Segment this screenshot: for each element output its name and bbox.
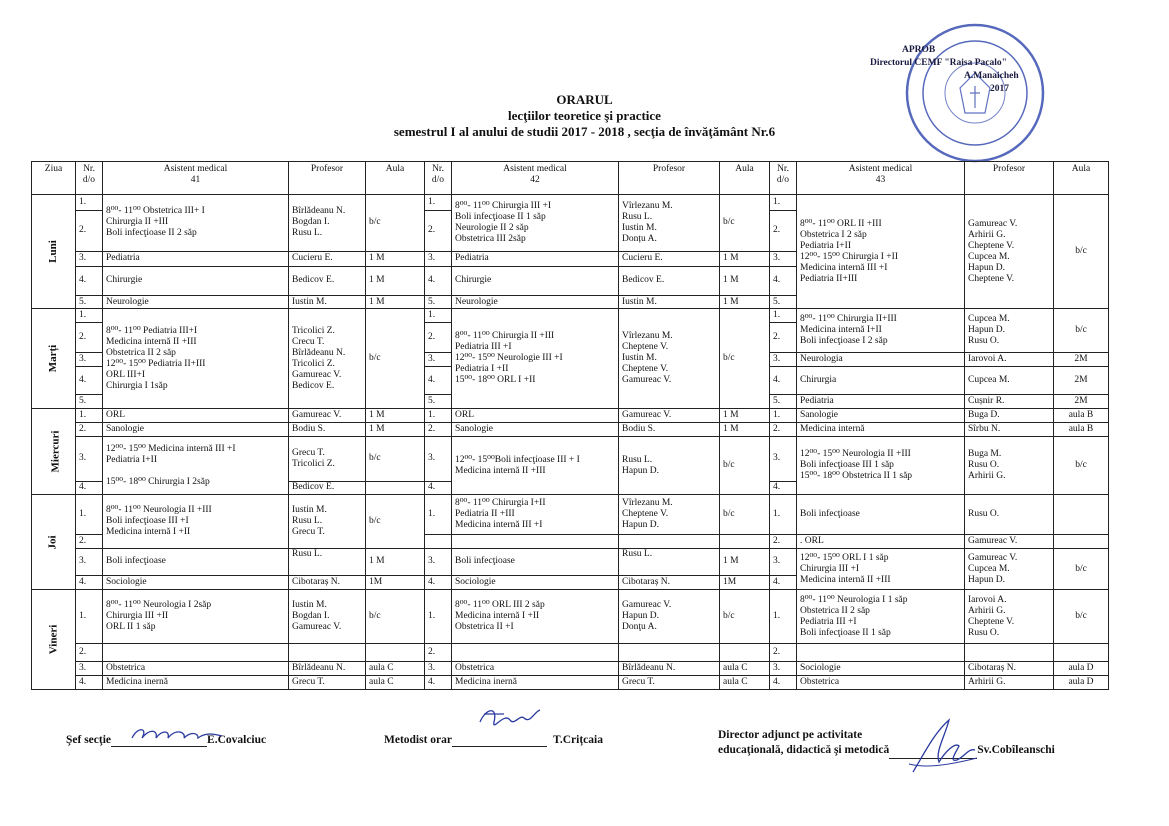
room-cell: 1 M bbox=[720, 266, 770, 295]
lesson-cell: 8⁰⁰- 11⁰⁰ Chirurgia II+III Medicina internă I+II Boli infecţioase I 2 săp bbox=[797, 309, 965, 353]
table-row bbox=[32, 662, 1109, 676]
lesson-cell: Obstetrica bbox=[797, 675, 965, 689]
teacher-cell: Gamureac V. Cupcea M. Hapun D. bbox=[965, 548, 1054, 590]
lesson-cell: 8⁰⁰- 11⁰⁰ ORL III 2 săp Medicina internă I +II Obstetrica II +I bbox=[452, 590, 619, 643]
row-number: 1. bbox=[770, 309, 797, 323]
table-row bbox=[32, 643, 1109, 661]
lesson-cell bbox=[797, 643, 965, 661]
teacher-cell: Iustin M. Rusu L. Grecu T. bbox=[289, 495, 366, 548]
teacher-cell: Cibotaraș N. bbox=[289, 575, 366, 590]
lesson-cell: Sanologie bbox=[797, 408, 965, 422]
table-row bbox=[32, 548, 1109, 575]
lesson-cell: Boli infecţioase bbox=[452, 548, 619, 575]
teacher-cell: Bodiu S. bbox=[619, 422, 720, 436]
teacher-cell: Vîrlezanu M. Cheptene V. Iustin M. Cheptene V. Gamureac V. bbox=[619, 309, 720, 408]
teacher-cell: Iustin M. bbox=[289, 295, 366, 309]
room-cell: 2M bbox=[1054, 353, 1109, 367]
row-number: 2. bbox=[770, 422, 797, 436]
row-number: 1. bbox=[425, 495, 452, 535]
teacher-cell: Vîrlezanu M. Rusu L. Iustin M. Donțu A. bbox=[619, 195, 720, 252]
room-cell: b/c bbox=[366, 309, 425, 408]
sef-name: E.Covalciuc bbox=[207, 734, 267, 746]
col-nr: Nr. d/o bbox=[425, 162, 452, 195]
table-row bbox=[32, 436, 1109, 481]
room-cell: 1 M bbox=[366, 295, 425, 309]
row-number: 2. bbox=[425, 323, 452, 353]
row-number: 2. bbox=[425, 643, 452, 661]
lesson-cell: 8⁰⁰- 11⁰⁰ Neurologia I 1 săp Obstetrica II 2 săp Pediatria III +I Boli infecţioase II 1 săp bbox=[797, 590, 965, 643]
row-number: 1. bbox=[770, 195, 797, 211]
row-number: 2. bbox=[76, 211, 103, 252]
teacher-cell: Cușnir R. bbox=[965, 394, 1054, 408]
room-cell bbox=[720, 643, 770, 661]
lesson-cell: Chirurgia bbox=[797, 367, 965, 395]
lesson-cell: Sociologie bbox=[452, 575, 619, 590]
room-cell: b/c bbox=[366, 590, 425, 643]
lesson-cell: 8⁰⁰- 11⁰⁰ Chirurgia III +I Boli infecţioase II 1 săp Neurologie II 2 săp Obstetrica III 2săp bbox=[452, 195, 619, 252]
row-number: 4. bbox=[76, 367, 103, 395]
row-number: 2. bbox=[76, 534, 103, 548]
room-cell: b/c bbox=[1054, 309, 1109, 353]
day-cell-joi: Joi bbox=[32, 495, 76, 590]
lesson-cell: 8⁰⁰- 11⁰⁰ Chirurgia I+II Pediatria II +III Medicina internă III +I bbox=[452, 495, 619, 535]
lesson-cell: Medicina internă bbox=[797, 422, 965, 436]
col-nr: Nr. d/o bbox=[76, 162, 103, 195]
room-cell: 1 M bbox=[366, 266, 425, 295]
teacher-cell bbox=[965, 643, 1054, 661]
row-number: 1. bbox=[425, 408, 452, 422]
row-number: 4. bbox=[76, 266, 103, 295]
teacher-cell: Iarovoi A. bbox=[965, 353, 1054, 367]
doc-subtitle: lecţiilor teoretice şi practice bbox=[508, 108, 661, 123]
handwritten-signature bbox=[474, 702, 544, 742]
room-cell: b/c bbox=[720, 195, 770, 252]
room-cell bbox=[1054, 495, 1109, 535]
teacher-cell: Bîrlădeanu N. Bogdan I. Rusu L. bbox=[289, 195, 366, 252]
day-cell-miercuri: Miercuri bbox=[32, 408, 76, 495]
teacher-cell: Grecu T. bbox=[289, 675, 366, 689]
table-row bbox=[32, 195, 1109, 211]
row-number: 1. bbox=[770, 590, 797, 643]
row-number: 1. bbox=[76, 408, 103, 422]
table-row bbox=[32, 675, 1109, 689]
row-number: 2. bbox=[425, 211, 452, 252]
lesson-cell: Medicina inernă bbox=[452, 675, 619, 689]
lesson-cell: Sanologie bbox=[452, 422, 619, 436]
room-cell: aula C bbox=[366, 662, 425, 676]
approval-title: APROB bbox=[902, 45, 936, 55]
room-cell bbox=[1054, 534, 1109, 548]
teacher-cell bbox=[289, 643, 366, 661]
row-number: 3. bbox=[76, 662, 103, 676]
room-cell: b/c bbox=[366, 436, 425, 481]
room-cell: aula D bbox=[1054, 675, 1109, 689]
row-number: 1. bbox=[76, 495, 103, 535]
lesson-cell: 12⁰⁰- 15⁰⁰Boli infecţioase III + I Medicina internă II +III bbox=[452, 436, 619, 495]
teacher-cell: Bedicov E. bbox=[619, 266, 720, 295]
lesson-cell: Neurologia bbox=[797, 353, 965, 367]
lesson-cell: Neurologie bbox=[452, 295, 619, 309]
lesson-cell: Obstetrica bbox=[103, 662, 289, 676]
teacher-cell: Grecu T. Tricolici Z. bbox=[289, 436, 366, 481]
metodist-label: Metodist orar bbox=[384, 734, 453, 746]
teacher-cell bbox=[619, 534, 720, 548]
teacher-cell: Gamureac V. Arhirii G. Cheptene V. Cupcea M. Hapun D. Cheptene V. bbox=[965, 195, 1054, 309]
table-row bbox=[32, 590, 1109, 643]
row-number: 3. bbox=[425, 548, 452, 575]
row-number: 3. bbox=[425, 353, 452, 367]
room-cell: 1 M bbox=[366, 548, 425, 575]
lesson-cell: Boli infecţioase bbox=[103, 548, 289, 575]
teacher-cell: Tricolici Z. Crecu T. Bîrlădeanu N. Tricolici Z. Gamureac V. Bedicov E. bbox=[289, 309, 366, 408]
lesson-cell: Pediatria bbox=[452, 251, 619, 266]
lesson-cell: 8⁰⁰- 11⁰⁰ ORL II +III Obstetrica I 2 săp Pediatria I+II 12⁰⁰- 15⁰⁰ Chirurgia I +II Medicina internă III +I Pediatria II+III bbox=[797, 195, 965, 309]
room-cell: aula C bbox=[720, 675, 770, 689]
teacher-cell: Buga M. Rusu O. Arhirii G. bbox=[965, 436, 1054, 495]
row-number: 2. bbox=[770, 643, 797, 661]
col-profesor: Profesor bbox=[619, 162, 720, 195]
row-number: 5. bbox=[425, 295, 452, 309]
teacher-cell: Sîrbu N. bbox=[965, 422, 1054, 436]
room-cell: 1 M bbox=[720, 548, 770, 575]
col-asistent-41: Asistent medical 41 bbox=[103, 162, 289, 195]
row-number: 4. bbox=[425, 367, 452, 395]
row-number: 5. bbox=[770, 394, 797, 408]
room-cell: b/c bbox=[1054, 195, 1109, 309]
room-cell: aula B bbox=[1054, 422, 1109, 436]
teacher-cell: Arhirii G. bbox=[965, 675, 1054, 689]
doc-semester-line: semestrul I al anului de studii 2017 - 2018 , secţia de învăţământ Nr.6 bbox=[393, 124, 776, 139]
table-row bbox=[32, 408, 1109, 422]
row-number: 2. bbox=[770, 211, 797, 252]
row-number: 2. bbox=[76, 323, 103, 353]
row-number: 1. bbox=[76, 590, 103, 643]
row-number: 4. bbox=[76, 575, 103, 590]
row-number: 3. bbox=[770, 662, 797, 676]
lesson-cell: Sociologie bbox=[797, 662, 965, 676]
col-asistent-42: Asistent medical 42 bbox=[452, 162, 619, 195]
room-cell: 2M bbox=[1054, 367, 1109, 395]
lesson-cell: Sociologie bbox=[103, 575, 289, 590]
row-number: 4. bbox=[76, 481, 103, 495]
room-cell: b/c bbox=[720, 495, 770, 535]
lesson-cell: 12⁰⁰- 15⁰⁰ Neurologia II +III Boli infecţioase III 1 săp 15⁰⁰- 18⁰⁰ Obstetrica II 1 săp bbox=[797, 436, 965, 495]
row-number: 4. bbox=[425, 481, 452, 495]
teacher-cell: Cupcea M. bbox=[965, 367, 1054, 395]
teacher-cell: Gamureac V. bbox=[289, 408, 366, 422]
col-asistent-43: Asistent medical 43 bbox=[797, 162, 965, 195]
room-cell: 1 M bbox=[366, 408, 425, 422]
row-number: 4. bbox=[770, 367, 797, 395]
row-number: 1. bbox=[770, 495, 797, 535]
row-number: 5. bbox=[425, 394, 452, 408]
col-aula: Aula bbox=[366, 162, 425, 195]
lesson-cell: Neurologie bbox=[103, 295, 289, 309]
teacher-cell: Gamureac V. Hapun D. Donţu A. bbox=[619, 590, 720, 643]
table-row bbox=[32, 422, 1109, 436]
col-profesor: Profesor bbox=[289, 162, 366, 195]
teacher-cell: Buga D. bbox=[965, 408, 1054, 422]
doc-title: ORARUL bbox=[556, 92, 613, 107]
day-cell-luni: Luni bbox=[32, 195, 76, 309]
room-cell: aula B bbox=[1054, 408, 1109, 422]
room-cell bbox=[366, 481, 425, 495]
row-number: 3. bbox=[770, 353, 797, 367]
row-number: 4. bbox=[770, 575, 797, 590]
teacher-cell: Rusu O. bbox=[965, 495, 1054, 535]
teacher-cell: Bodiu S. bbox=[289, 422, 366, 436]
teacher-cell: Cibotaraș N. bbox=[619, 575, 720, 590]
room-cell: 1M bbox=[720, 575, 770, 590]
sef-label: Şef secţie bbox=[66, 734, 112, 746]
teacher-cell: Gamureac V. bbox=[619, 408, 720, 422]
row-number bbox=[425, 534, 452, 548]
row-number: 5. bbox=[76, 295, 103, 309]
row-number: 3. bbox=[76, 436, 103, 481]
teacher-cell: Iustin M. Bogdan I. Gamureac V. bbox=[289, 590, 366, 643]
row-number: 4. bbox=[425, 266, 452, 295]
row-number: 4. bbox=[770, 481, 797, 495]
lesson-cell bbox=[103, 643, 289, 661]
teacher-cell bbox=[619, 643, 720, 661]
col-aula: Aula bbox=[1054, 162, 1109, 195]
row-number: 3. bbox=[76, 353, 103, 367]
approval-name: A.Manaicheh bbox=[964, 71, 1019, 81]
teacher-cell: Bedicov E. bbox=[289, 266, 366, 295]
row-number: 5. bbox=[770, 295, 797, 309]
lesson-cell: Medicina inernă bbox=[103, 675, 289, 689]
row-number: 2. bbox=[770, 323, 797, 353]
table-row bbox=[32, 309, 1109, 323]
room-cell: 1 M bbox=[720, 295, 770, 309]
row-number: 3. bbox=[425, 251, 452, 266]
col-profesor: Profesor bbox=[965, 162, 1054, 195]
row-number: 4. bbox=[425, 575, 452, 590]
lesson-cell: 8⁰⁰- 11⁰⁰ Neurologia II +III Boli infecţioase III +I Medicina internă I +II bbox=[103, 495, 289, 548]
row-number: 3. bbox=[425, 662, 452, 676]
room-cell: b/c bbox=[720, 590, 770, 643]
room-cell: 1 M bbox=[720, 422, 770, 436]
room-cell: 1 M bbox=[720, 408, 770, 422]
approval-director: Directorul CEMF "Raisa Pacalo" bbox=[870, 58, 1007, 68]
room-cell bbox=[1054, 643, 1109, 661]
lesson-cell: Obstetrica bbox=[452, 662, 619, 676]
teacher-cell: Iustin M. bbox=[619, 295, 720, 309]
room-cell: aula C bbox=[720, 662, 770, 676]
room-cell: 1 M bbox=[366, 422, 425, 436]
col-nr: Nr. d/o bbox=[770, 162, 797, 195]
row-number: 4. bbox=[770, 675, 797, 689]
handwritten-signature bbox=[128, 722, 228, 746]
teacher-cell: Cucieru E. bbox=[619, 251, 720, 266]
handwritten-signature bbox=[905, 712, 985, 782]
row-number: 1. bbox=[76, 309, 103, 323]
teacher-cell: Rusu L. bbox=[619, 548, 720, 575]
row-number: 3. bbox=[770, 251, 797, 266]
row-number: 3. bbox=[770, 548, 797, 575]
room-cell: 1 M bbox=[720, 251, 770, 266]
lesson-cell: Boli infecţioase bbox=[797, 495, 965, 535]
teacher-cell: Cibotaraș N. bbox=[965, 662, 1054, 676]
col-aula: Aula bbox=[720, 162, 770, 195]
lesson-cell: 12⁰⁰- 15⁰⁰ ORL I 1 săp Chirurgia III +I Medicina internă II +III bbox=[797, 548, 965, 590]
col-ziua: Ziua bbox=[32, 162, 76, 195]
lesson-cell bbox=[452, 534, 619, 548]
teacher-cell: Bîrlădeanu N. bbox=[289, 662, 366, 676]
lesson-cell: 8⁰⁰- 11⁰⁰ Obstetrica III+ I Chirurgia II +III Boli infecţioase II 2 săp bbox=[103, 195, 289, 252]
row-number: 3. bbox=[770, 436, 797, 481]
teacher-cell: Iarovoi A. Arhirii G. Cheptene V. Rusu O. bbox=[965, 590, 1054, 643]
row-number: 5. bbox=[76, 394, 103, 408]
teacher-cell: Rusu L. Hapun D. bbox=[619, 436, 720, 495]
room-cell: b/c bbox=[720, 309, 770, 408]
header-row bbox=[32, 162, 1109, 195]
room-cell: 1 M bbox=[366, 251, 425, 266]
room-cell: b/c bbox=[366, 195, 425, 252]
teacher-cell: Cupcea M. Hapun D. Rusu O. bbox=[965, 309, 1054, 353]
director-title-line2: educaţională, didactică şi metodică bbox=[718, 744, 890, 756]
row-number: 2. bbox=[76, 422, 103, 436]
teacher-cell: Bîrlădeanu N. bbox=[619, 662, 720, 676]
day-cell-marti: Marți bbox=[32, 309, 76, 408]
row-number: 1. bbox=[425, 309, 452, 323]
signature-director bbox=[718, 728, 1055, 759]
room-cell: b/c bbox=[1054, 436, 1109, 495]
approval-year: 2017 bbox=[990, 84, 1009, 94]
lesson-cell: Pediatria bbox=[103, 251, 289, 266]
lesson-cell bbox=[452, 643, 619, 661]
room-cell: b/c bbox=[720, 436, 770, 495]
row-number: 4. bbox=[76, 675, 103, 689]
day-cell-vineri: Vineri bbox=[32, 590, 76, 690]
room-cell: aula C bbox=[366, 675, 425, 689]
teacher-cell: Grecu T. bbox=[619, 675, 720, 689]
lesson-cell: Pediatria bbox=[797, 394, 965, 408]
row-number: 1. bbox=[425, 195, 452, 211]
teacher-cell: Vîrlezanu M. Cheptene V. Hapun D. bbox=[619, 495, 720, 535]
row-number: 2. bbox=[425, 422, 452, 436]
row-number: 2. bbox=[76, 643, 103, 661]
metodist-name: T.Crițcaia bbox=[553, 734, 603, 746]
room-cell: aula D bbox=[1054, 662, 1109, 676]
room-cell bbox=[366, 643, 425, 661]
lesson-cell: 8⁰⁰- 11⁰⁰ Neurologia I 2săp Chirurgia III +II ORL II 1 săp bbox=[103, 590, 289, 643]
lesson-cell: ORL bbox=[103, 408, 289, 422]
row-number: 1. bbox=[425, 590, 452, 643]
room-cell: b/c bbox=[1054, 548, 1109, 590]
lesson-cell: 8⁰⁰- 11⁰⁰ Chirurgia II +III Pediatria III +I 12⁰⁰- 15⁰⁰ Neurologie III +I Pediatria I +II 15⁰⁰- 18⁰⁰ ORL I +II bbox=[452, 309, 619, 408]
lesson-cell: 12⁰⁰- 15⁰⁰ Medicina internă III +I Pediatria I+II 15⁰⁰- 18⁰⁰ Chirurgia I 2săp bbox=[103, 436, 289, 495]
schedule-table bbox=[31, 161, 1109, 690]
room-cell: 1M bbox=[366, 575, 425, 590]
lesson-cell: Chirurgie bbox=[452, 266, 619, 295]
teacher-cell: Rusu L. bbox=[289, 548, 366, 575]
row-number: 2. bbox=[770, 534, 797, 548]
lesson-cell: 8⁰⁰- 11⁰⁰ Pediatria III+I Medicina internă II +III Obstetrica II 2 săp 12⁰⁰- 15⁰⁰ Pediatria II+III ORL III+I Chirurgia I 1săp bbox=[103, 309, 289, 408]
room-cell bbox=[720, 534, 770, 548]
teacher-cell: Bedicov E. bbox=[289, 481, 366, 495]
row-number: 3. bbox=[76, 251, 103, 266]
lesson-cell: . ORL bbox=[797, 534, 965, 548]
teacher-cell: Gamureac V. bbox=[965, 534, 1054, 548]
lesson-cell: Chirurgie bbox=[103, 266, 289, 295]
row-number: 1. bbox=[76, 195, 103, 211]
director-name: Sv.Cobîleanschi bbox=[977, 744, 1055, 756]
room-cell: b/c bbox=[366, 495, 425, 548]
room-cell: b/c bbox=[1054, 590, 1109, 643]
table-row bbox=[32, 495, 1109, 535]
row-number: 4. bbox=[425, 675, 452, 689]
room-cell: 2M bbox=[1054, 394, 1109, 408]
approval-block bbox=[870, 44, 1040, 96]
lesson-cell: Sanologie bbox=[103, 422, 289, 436]
row-number: 4. bbox=[770, 266, 797, 295]
row-number: 3. bbox=[76, 548, 103, 575]
row-number: 1. bbox=[770, 408, 797, 422]
teacher-cell: Cucieru E. bbox=[289, 251, 366, 266]
director-title-line1: Director adjunct pe activitate bbox=[718, 729, 863, 741]
lesson-cell: ORL bbox=[452, 408, 619, 422]
row-number: 3. bbox=[425, 436, 452, 481]
